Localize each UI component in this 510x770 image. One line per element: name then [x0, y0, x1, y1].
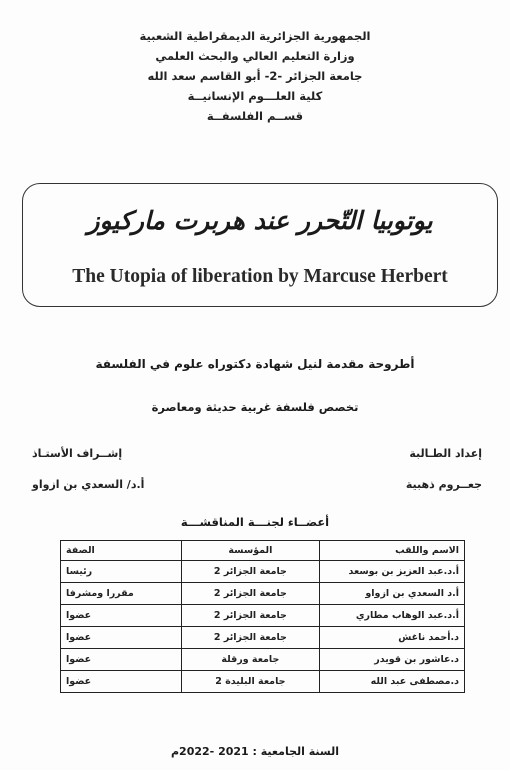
member-name: د.أحمد ناغش — [319, 627, 464, 649]
table-row — [61, 627, 465, 649]
member-institution: جامعة البليدة 2 — [182, 671, 319, 693]
committee-table — [60, 540, 465, 693]
title-box — [22, 183, 498, 307]
academic-year: السنة الجامعية : 2021 -2022م — [170, 745, 339, 758]
table-row — [61, 649, 465, 671]
thesis-title-english: The Utopia of liberation by Marcuse Herbert — [72, 266, 448, 287]
member-institution: جامعة ورقلة — [182, 649, 319, 671]
member-name: د.عاشور بن قويدر — [319, 649, 464, 671]
student-name: جعــروم ذهبية — [405, 478, 482, 491]
republic-line: الجمهورية الجزائرية الديمقراطية الشعبية — [139, 29, 371, 43]
member-role: عضوا — [61, 671, 182, 693]
thesis-purpose: أطروحة مقدمة لنيل شهادة دكتوراه علوم في الفلسفة — [95, 357, 415, 371]
table-row — [61, 605, 465, 627]
member-name: أ.د.عبد العزيز بن بوسعد — [319, 561, 464, 583]
member-institution: جامعة الجزائر 2 — [182, 627, 319, 649]
faculty-line: كلية العلـــوم الإنسانيــة — [187, 89, 323, 103]
member-name: أ.د السعدي بن ازواو — [319, 583, 464, 605]
member-institution: جامعة الجزائر 2 — [182, 583, 319, 605]
committee-title: أعضــاء لجنـــة المناقشـــة — [180, 515, 330, 529]
table-row — [61, 561, 465, 583]
member-role: عضوا — [61, 605, 182, 627]
ministry-line: وزارة التعليم العالي والبحث العلمي — [155, 49, 355, 63]
member-role: عضوا — [61, 627, 182, 649]
member-institution: جامعة الجزائر 2 — [182, 561, 319, 583]
supervisor-label: إشــراف الأستـاذ — [32, 447, 123, 460]
member-role: رئيسا — [61, 561, 182, 583]
specialization: تخصص فلسفة غربية حديثة ومعاصرة — [151, 400, 359, 414]
member-role: عضوا — [61, 649, 182, 671]
member-name: أ.د.عبد الوهاب مطاري — [319, 605, 464, 627]
member-name: د.مصطفى عبد الله — [319, 671, 464, 693]
header-role: الصفة — [61, 541, 182, 561]
member-role: مقررا ومشرفا — [61, 583, 182, 605]
table-header-row — [61, 541, 465, 561]
table-row — [61, 583, 465, 605]
member-institution: جامعة الجزائر 2 — [182, 605, 319, 627]
supervisor-name: أ.د/ السعدي بن ازواو — [32, 478, 145, 491]
header-institution: المؤسسة — [182, 541, 319, 561]
institution-header — [0, 26, 510, 126]
table-row — [61, 671, 465, 693]
university-line: جامعة الجزائر -2- أبو القاسم سعد الله — [147, 69, 363, 83]
prepared-by-label: إعداد الطـالبة — [409, 447, 482, 460]
thesis-title-arabic: يوتوبيا التّحرر عند هربرت ماركيوز — [87, 206, 433, 235]
department-line: قســم الفلسفــة — [206, 109, 304, 123]
header-name: الاسم واللقب — [319, 541, 464, 561]
